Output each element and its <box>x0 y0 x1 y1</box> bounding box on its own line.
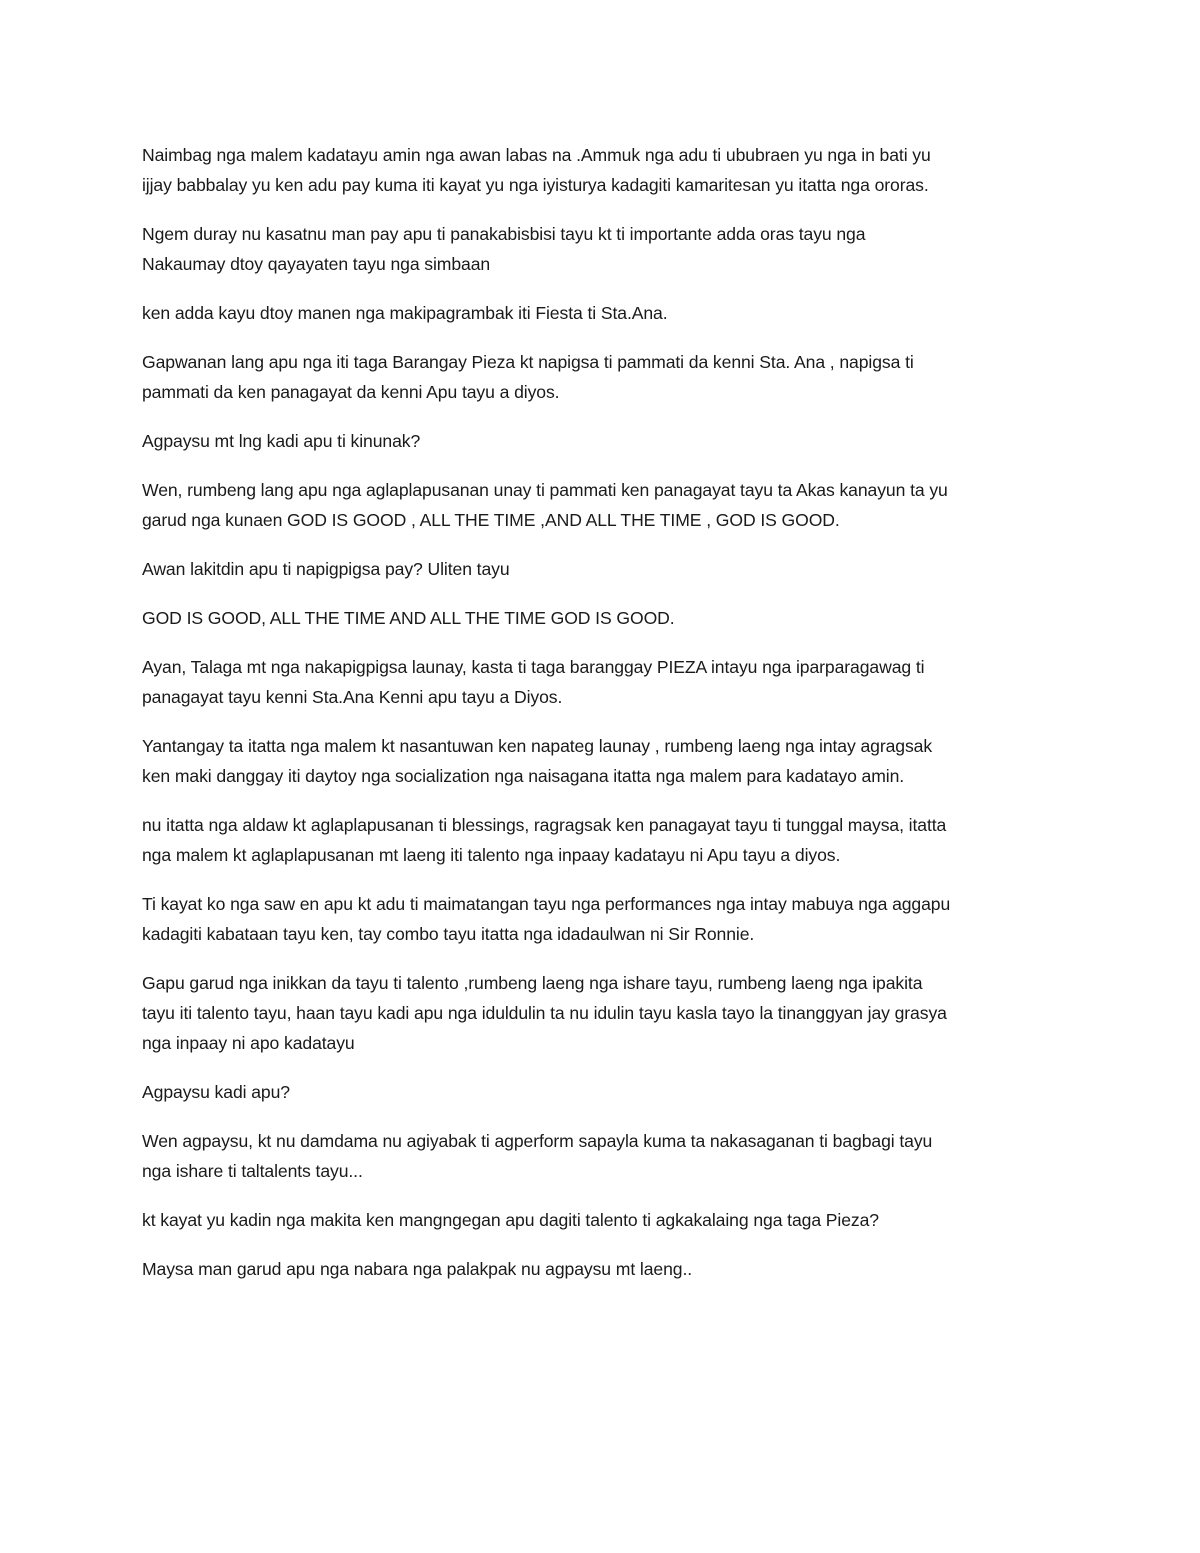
paragraph-16 <box>142 1205 1070 1235</box>
paragraph-11 <box>142 810 1070 870</box>
text-line: panagayat tayu kenni Sta.Ana Kenni apu tayu a Diyos. <box>142 687 563 707</box>
text-line: nga malem kt aglaplapusanan mt laeng iti talento nga inpaay kadatayu ni Apu tayu a diyos. <box>142 845 841 865</box>
text-line: Nakaumay dtoy qayayaten tayu nga simbaan <box>142 254 491 274</box>
text-line: GOD IS GOOD, ALL THE TIME AND ALL THE TIME GOD IS GOOD. <box>142 608 675 628</box>
text-line: Naimbag nga malem kadatayu amin nga awan labas na .Ammuk nga adu ti ububraen yu nga in bati yu <box>142 145 931 165</box>
text-line: Agpaysu kadi apu? <box>142 1082 290 1102</box>
paragraph-7 <box>142 554 1070 584</box>
text-line: Awan lakitdin apu ti napigpigsa pay? Uliten tayu <box>142 559 510 579</box>
text-line: pammati da ken panagayat da kenni Apu tayu a diyos. <box>142 382 560 402</box>
text-line: garud nga kunaen GOD IS GOOD , ALL THE TIME ,AND ALL THE TIME , GOD IS GOOD. <box>142 510 840 530</box>
paragraph-13 <box>142 968 1070 1058</box>
paragraph-5 <box>142 426 1070 456</box>
text-line: Ngem duray nu kasatnu man pay apu ti panakabisbisi tayu kt ti importante adda oras tayu nga <box>142 224 866 244</box>
paragraph-9 <box>142 652 1070 712</box>
text-line: Gapu garud nga inikkan da tayu ti talento ,rumbeng laeng nga ishare tayu, rumbeng laeng nga ipakita <box>142 973 923 993</box>
paragraph-17 <box>142 1254 1070 1284</box>
text-line: Gapwanan lang apu nga iti taga Barangay Pieza kt napigsa ti pammati da kenni Sta. Ana , napigsa ti <box>142 352 914 372</box>
text-line: Wen, rumbeng lang apu nga aglaplapusanan unay ti pammati ken panagayat tayu ta Akas kanayun ta yu <box>142 480 948 500</box>
text-line: Maysa man garud apu nga nabara nga palakpak nu agpaysu mt laeng.. <box>142 1259 693 1279</box>
paragraph-4 <box>142 347 1070 407</box>
text-line: Wen agpaysu, kt nu damdama nu agiyabak ti agperform sapayla kuma ta nakasaganan ti bagbagi tayu <box>142 1131 933 1151</box>
paragraph-15 <box>142 1126 1070 1186</box>
text-line: ken maki danggay iti daytoy nga socialization nga naisagana itatta nga malem para kadatayo amin. <box>142 766 905 786</box>
text-line: nu itatta nga aldaw kt aglaplapusanan ti blessings, ragragsak ken panagayat tayu ti tunggal maysa, itatta <box>142 815 947 835</box>
text-line: kt kayat yu kadin nga makita ken mangngegan apu dagiti talento ti agkakalaing nga taga Pieza? <box>142 1210 879 1230</box>
paragraph-6 <box>142 475 1070 535</box>
text-line: ijjay babbalay yu ken adu pay kuma iti kayat yu nga iyisturya kadagiti kamaritesan yu itatta nga ororas. <box>142 175 929 195</box>
paragraph-8 <box>142 603 1070 633</box>
paragraph-3 <box>142 298 1070 328</box>
text-line: Ti kayat ko nga saw en apu kt adu ti maimatangan tayu nga performances nga intay mabuya nga aggapu <box>142 894 951 914</box>
paragraph-2 <box>142 219 1070 279</box>
text-line: kadagiti kabataan tayu ken, tay combo tayu itatta nga idadaulwan ni Sir Ronnie. <box>142 924 755 944</box>
text-line: nga inpaay ni apo kadatayu <box>142 1033 355 1053</box>
text-line: Yantangay ta itatta nga malem kt nasantuwan ken napateg launay , rumbeng laeng nga intay agragsak <box>142 736 933 756</box>
text-line: tayu iti talento tayu, haan tayu kadi apu nga iduldulin ta nu idulin tayu kasla tayo la tinanggyan jay grasya <box>142 1003 947 1023</box>
text-line: Ayan, Talaga mt nga nakapigpigsa launay, kasta ti taga baranggay PIEZA intayu nga iparparagawag ti <box>142 657 925 677</box>
paragraph-12 <box>142 889 1070 949</box>
text-line: ken adda kayu dtoy manen nga makipagrambak iti Fiesta ti Sta.Ana. <box>142 303 668 323</box>
text-line: Agpaysu mt lng kadi apu ti kinunak? <box>142 431 421 451</box>
text-line: nga ishare ti taltalents tayu... <box>142 1161 363 1181</box>
paragraph-10 <box>142 731 1070 791</box>
paragraph-14 <box>142 1077 1070 1107</box>
paragraph-1 <box>142 140 1070 200</box>
